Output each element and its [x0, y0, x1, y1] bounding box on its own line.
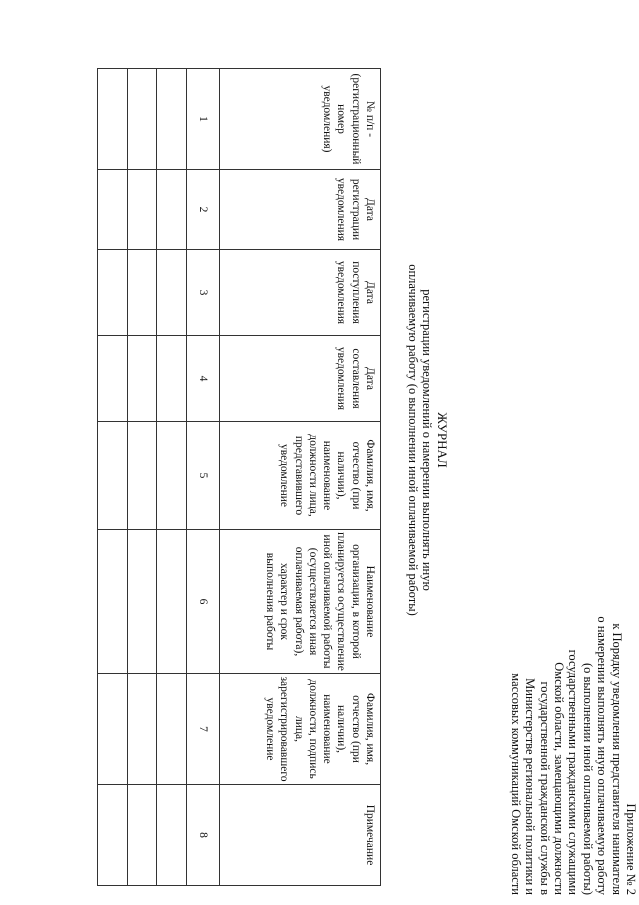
journal-subtitle-line: регистрации уведомлений о намерении выполнять иную: [420, 289, 435, 591]
appendix-line: (о выполнении иной оплачиваемой работы): [580, 662, 595, 895]
column-header: № п/п - (регистрационный номер уведомления): [220, 69, 381, 170]
column-header: Дата регистрации уведомления: [220, 170, 381, 250]
column-header: Дата поступления уведомления: [220, 250, 381, 336]
journal-title: [405, 120, 449, 760]
appendix-line: Омской области, замещающими должности: [551, 662, 566, 895]
column-header: Фамилия, имя, отчество (при наличии), наименование должности лица, представившего уведомление: [220, 422, 381, 530]
table-cell: [157, 69, 187, 170]
appendix-line: Министерстве региональной политики и: [523, 678, 538, 895]
table-cell: [98, 336, 128, 422]
appendix-line: к Порядку уведомления представителя нанимателя: [609, 623, 624, 895]
appendix-line: Приложение № 2: [624, 803, 638, 895]
table-cell: [98, 785, 128, 886]
table-cell: [127, 69, 157, 170]
table-cell: [157, 250, 187, 336]
column-header: Фамилия, имя, отчество (при наличии), наименование должности, подпись лица, зарегистрировавшего уведомление: [220, 674, 381, 785]
table-cell: [98, 170, 128, 250]
table-cell: [127, 530, 157, 674]
table-cell: [127, 422, 157, 530]
table-cell: [157, 422, 187, 530]
column-number-row: [187, 69, 220, 886]
column-header: Примечание: [220, 785, 381, 886]
appendix-line: массовых коммуникаций Омской области: [508, 673, 523, 895]
table-cell: [127, 785, 157, 886]
table-cell: [98, 422, 128, 530]
table-cell: [98, 530, 128, 674]
table-cell: [157, 785, 187, 886]
column-number: 8: [187, 785, 220, 886]
appendix-line: государственной гражданской службы в: [537, 681, 552, 895]
journal-subtitle-line: оплачиваемую работу (о выполнении иной оплачиваемой работы): [405, 264, 420, 616]
column-number: 4: [187, 336, 220, 422]
appendix-header: [508, 500, 638, 895]
registration-journal-table: [97, 68, 381, 886]
table-row: [98, 69, 128, 886]
column-number: 5: [187, 422, 220, 530]
column-number: 2: [187, 170, 220, 250]
table-cell: [98, 69, 128, 170]
table-cell: [157, 674, 187, 785]
column-number: 3: [187, 250, 220, 336]
table-header-row: [220, 69, 381, 886]
appendix-line: государственными гражданскими служащими: [566, 649, 581, 895]
table-cell: [157, 170, 187, 250]
column-number: 6: [187, 530, 220, 674]
table-cell: [157, 336, 187, 422]
table-cell: [98, 250, 128, 336]
column-header: Наименование организации, в которой планируется осуществление иной оплачиваемой работы (осуществляется иная оплачиваемая работа), характер и срок выполнения работы: [220, 530, 381, 674]
table-row: [157, 69, 187, 886]
appendix-line: о намерении выполнять иную оплачиваемую работу: [595, 616, 610, 895]
table-cell: [98, 674, 128, 785]
table-row: [127, 69, 157, 886]
table-cell: [127, 336, 157, 422]
table-cell: [127, 170, 157, 250]
journal-heading: ЖУРНАЛ: [435, 412, 450, 468]
table-cell: [127, 674, 157, 785]
table-cell: [157, 530, 187, 674]
table-cell: [127, 250, 157, 336]
column-number: 7: [187, 674, 220, 785]
column-number: 1: [187, 69, 220, 170]
column-header: Дата составления уведомления: [220, 336, 381, 422]
